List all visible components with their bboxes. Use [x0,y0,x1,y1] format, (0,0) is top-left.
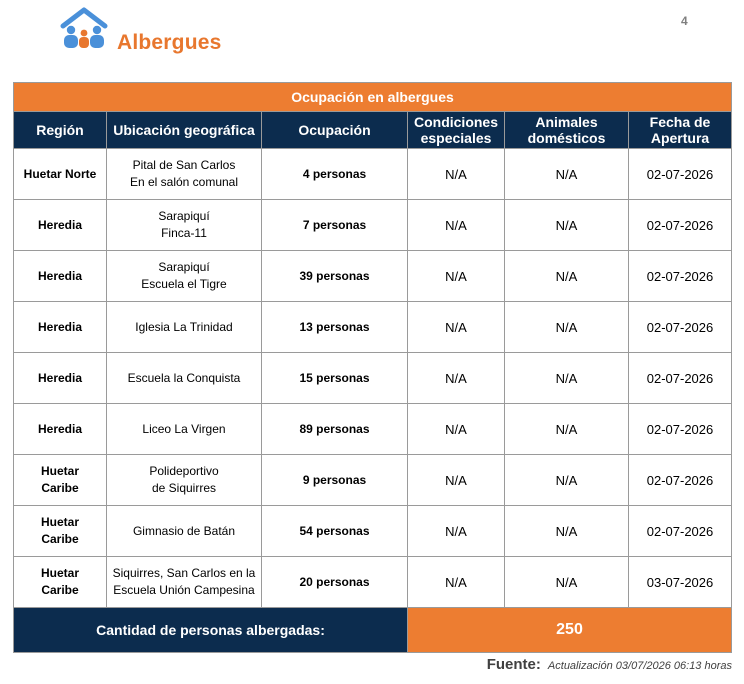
table-row [14,200,732,251]
albergues-logo [60,6,230,58]
occupancy-cell: 9 personas [262,455,408,506]
location-cell [107,506,262,557]
occupancy-cell: 54 personas [262,506,408,557]
table-title: Ocupación en albergues [14,83,732,112]
table-row [14,455,732,506]
occupancy-cell: 20 personas [262,557,408,608]
opening-date-cell: 02-07-2026 [629,149,732,200]
opening-date-cell: 02-07-2026 [629,455,732,506]
occupancy-cell: 4 personas [262,149,408,200]
region-text: Heredia [37,370,83,385]
region-cell [14,455,107,506]
house-family-icon [60,6,112,52]
special-conditions-cell: N/A [408,506,505,557]
location-line: Sarapiquí [158,260,210,274]
page-number: 4 [681,14,688,28]
location-cell [107,404,262,455]
opening-date-cell: 02-07-2026 [629,404,732,455]
region-text: Heredia [37,319,83,334]
region-text: Caribe [41,532,79,546]
region-text: Heredia [37,268,83,283]
location-line: Escuela el Tigre [141,277,227,291]
region-cell [14,200,107,251]
total-label: Cantidad de personas albergadas: [14,608,408,653]
region-text: Huetar [40,464,79,478]
table-row [14,404,732,455]
domestic-animals-cell: N/A [505,302,629,353]
source-label: Fuente: [486,656,541,673]
location-line: de Siquirres [151,481,217,495]
location-cell [107,302,262,353]
column-header: Región [14,112,107,149]
domestic-animals-cell: N/A [505,251,629,302]
special-conditions-cell: N/A [408,251,505,302]
occupancy-cell: 7 personas [262,200,408,251]
table-row [14,506,732,557]
domestic-animals-cell: N/A [505,353,629,404]
location-line: Finca-11 [161,226,207,240]
opening-date-cell: 03-07-2026 [629,557,732,608]
special-conditions-cell: N/A [408,302,505,353]
domestic-animals-cell: N/A [505,455,629,506]
occupancy-cell: 89 personas [262,404,408,455]
domestic-animals-cell: N/A [505,149,629,200]
location-line: En el salón comunal [129,175,239,189]
occupancy-cell: 39 personas [262,251,408,302]
special-conditions-cell: N/A [408,353,505,404]
occupancy-cell: 15 personas [262,353,408,404]
region-cell [14,149,107,200]
update-note: Actualización 03/07/2026 06:13 horas [547,660,732,672]
region-cell [14,557,107,608]
location-cell [107,200,262,251]
location-cell [107,251,262,302]
domestic-animals-cell: N/A [505,557,629,608]
table-row [14,557,732,608]
location-cell [107,353,262,404]
opening-date-cell: 02-07-2026 [629,302,732,353]
occupancy-table [13,82,732,653]
column-header: Ocupación [262,112,408,149]
logo-text: Albergues [117,31,222,54]
region-text: Huetar Norte [23,166,97,181]
opening-date-cell: 02-07-2026 [629,353,732,404]
location-cell [107,455,262,506]
location-line: Escuela Unión Campesina [113,583,255,597]
column-header: Ubicación geográfica [107,112,262,149]
domestic-animals-cell: N/A [505,404,629,455]
opening-date-cell: 02-07-2026 [629,251,732,302]
location-line: Liceo La Virgen [142,421,226,436]
region-text: Caribe [41,583,79,597]
table-row [14,251,732,302]
region-cell [14,506,107,557]
total-value: 250 [408,608,732,653]
location-line: Polideportivo [149,464,219,478]
table-row [14,302,732,353]
special-conditions-cell: N/A [408,200,505,251]
region-text: Huetar [40,566,79,580]
opening-date-cell: 02-07-2026 [629,506,732,557]
domestic-animals-cell: N/A [505,506,629,557]
special-conditions-cell: N/A [408,557,505,608]
location-line: Pital de San Carlos [132,158,236,172]
special-conditions-cell: N/A [408,455,505,506]
location-line: Siquirres, San Carlos en la [112,566,256,580]
total-row [14,608,732,653]
table-header-row [14,112,732,149]
occupancy-cell: 13 personas [262,302,408,353]
source-footer [487,656,732,673]
region-cell [14,251,107,302]
domestic-animals-cell: N/A [505,200,629,251]
location-cell [107,149,262,200]
column-header: Condiciones especiales [408,112,505,149]
table-row [14,149,732,200]
column-header: Animales domésticos [505,112,629,149]
location-line: Sarapiquí [158,209,210,223]
special-conditions-cell: N/A [408,404,505,455]
table-row [14,353,732,404]
region-text: Heredia [37,421,83,436]
region-text: Heredia [37,217,83,232]
location-cell [107,557,262,608]
table-title-row [14,83,732,112]
opening-date-cell: 02-07-2026 [629,200,732,251]
column-header: Fecha de Apertura [629,112,732,149]
region-cell [14,404,107,455]
location-line: Escuela la Conquista [127,370,241,385]
location-line: Iglesia La Trinidad [135,319,233,334]
region-text: Huetar [40,515,79,529]
region-text: Caribe [41,481,79,495]
location-line: Gimnasio de Batán [132,523,236,538]
region-cell [14,353,107,404]
region-cell [14,302,107,353]
special-conditions-cell: N/A [408,149,505,200]
